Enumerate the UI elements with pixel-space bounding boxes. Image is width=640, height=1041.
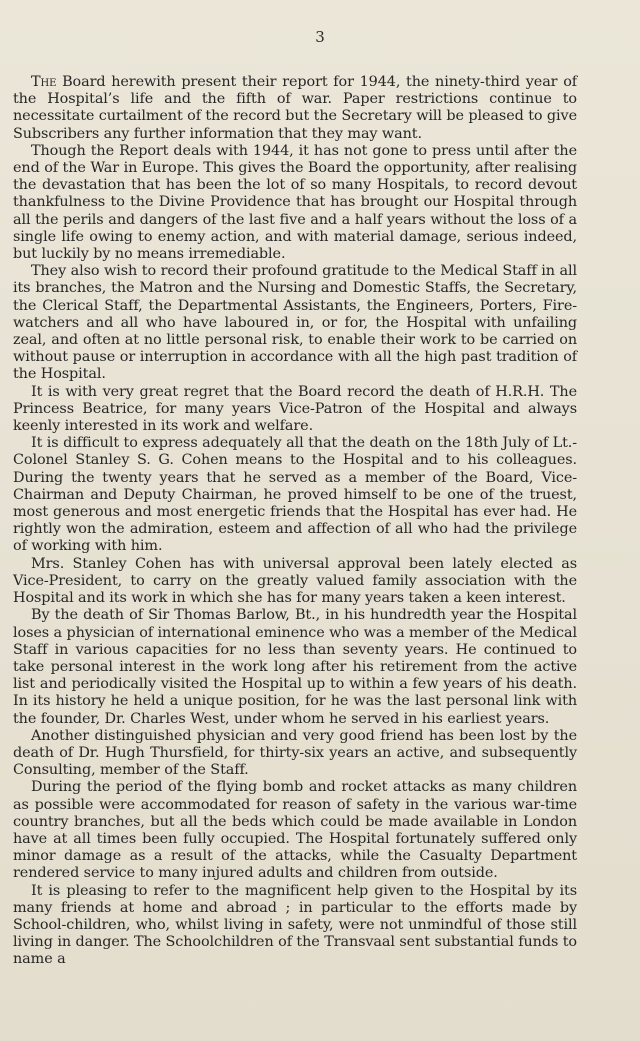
paragraph-9: During the period of the flying bomb and rocket attacks as many children as possible were accommodated for reason of safety in the various war-time country branches, but all the beds which could be made available in London have at all times been fully occupied. The Hospital fortunately suffered only minor damage as a result of the attacks, while the Casualty Department rendered service to many injured adults and children from outside.: [13, 779, 577, 882]
opening-word: The: [31, 74, 57, 90]
paragraph-4: It is with very great regret that the Board record the death of H.R.H. The Princess Beatrice, for many years Vice-Patron of the Hospital and always keenly interested in its work and welfare.: [13, 383, 577, 435]
paragraph-1-text: Board herewith present their report for 1944, the ninety-third year of the Hospital’s life and the fifth of war. Paper restrictions continue to necessitate curtailment of the record but the Secretary will be pleased to give Subscribers any further information that they may want.: [13, 74, 577, 142]
paragraph-8: Another distinguished physician and very good friend has been lost by the death of Dr. Hugh Thursfield, for thirty-six years an active, and subsequently Consulting, member of the Staff.: [13, 727, 577, 779]
paragraph-10: It is pleasing to refer to the magnificent help given to the Hospital by its many friends at home and abroad ; in particular to the efforts made by School-children, who, whilst living in safety, were not unmindful of those still living in danger. The Schoolchildren of the Transvaal sent substantial funds to name a: [13, 882, 577, 968]
paragraph-5: It is difficult to express adequately all that the death on the 18th July of Lt.-Colonel Stanley S. G. Cohen means to the Hospital and to his colleagues. During the twenty years that he served as a member of the Board, Vice-Chairman and Deputy Chairman, he proved himself to be one of the truest, most generous and most energetic friends that the Hospital has ever had. He rightly won the admiration, esteem and affection of all who had the privilege of working with him.: [13, 435, 577, 555]
paragraph-1: [13, 74, 577, 143]
paragraph-7: By the death of Sir Thomas Barlow, Bt., in his hundredth year the Hospital loses a physician of international eminence who was a member of the Medical Staff in various capacities for no less than seventy years. He continued to take personal interest in the work long after his retirement from the active list and periodically visited the Hospital up to within a few years of his death. In its history he held a unique position, for he was the last personal link with the founder, Dr. Charles West, under whom he served in his earliest years.: [13, 607, 577, 727]
body-text: [13, 74, 577, 969]
paragraph-2: Though the Report deals with 1944, it has not gone to press until after the end of the War in Europe. This gives the Board the opportunity, after realising the devastation that has been the lot of so many Hospitals, to record devout thankfulness to the Divine Providence that has brought our Hospital through all the perils and dangers of the last five and a half years without the loss of a single life owing to enemy action, and with material damage, serious indeed, but luckily by no means irremediable.: [13, 142, 577, 263]
page-number: 3: [315, 28, 325, 46]
paragraph-3: They also wish to record their profound gratitude to the Medical Staff in all its branches, the Matron and the Nursing and Domestic Staffs, the Secretary, the Clerical Staff, the Departmental Assistants, the Engineers, Porters, Fire-watchers and all who have laboured in, or for, the Hospital with unfailing zeal, and often at no little personal risk, to enable their work to be carried on without pause or interruption in accordance with all the high past tradition of the Hospital.: [13, 263, 577, 383]
paragraph-6: Mrs. Stanley Cohen has with universal approval been lately elected as Vice-President, to carry on the greatly valued family association with the Hospital and its work in which she has for many years taken a keen interest.: [13, 555, 577, 607]
